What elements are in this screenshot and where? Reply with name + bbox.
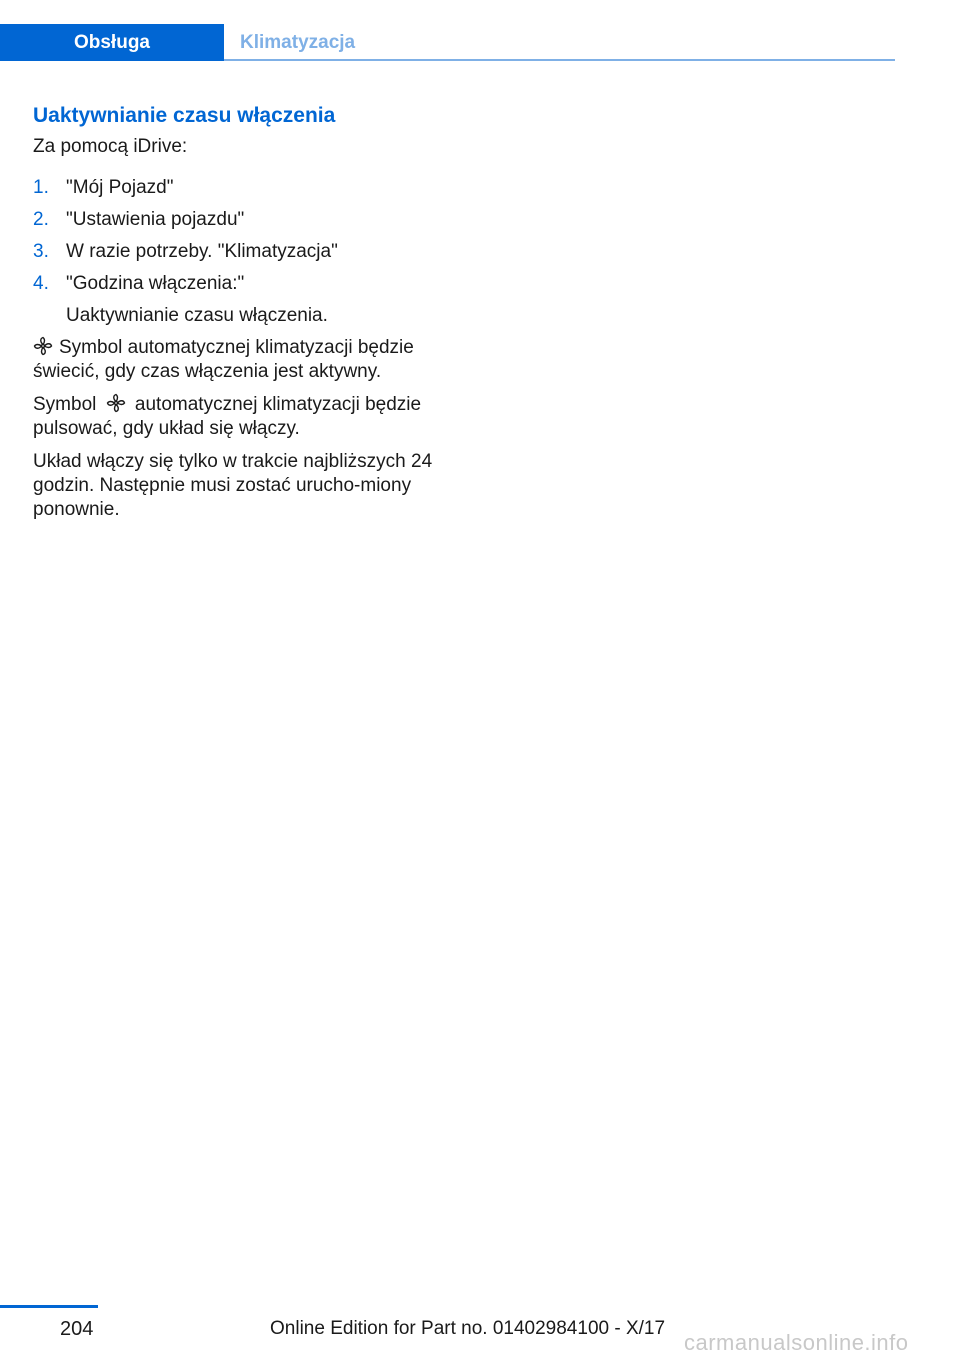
list-item [33,204,453,236]
paragraph-text-end: automatycznej klimatyzacji będzie pulsować, gdy układ się włączy. [33,394,422,439]
step-number: 3. [33,241,49,262]
edition-text: Online Edition for Part no. 01402984100 - X/17 [270,1318,666,1339]
list-item [33,268,453,300]
step-number: 2. [33,209,49,230]
paragraph-symbol-lit [33,336,453,384]
footer-divider [0,1305,98,1308]
step-text: "Mój Pojazd" [66,177,174,198]
step-number: 1. [33,177,49,198]
section-content [33,100,453,531]
step-text: "Godzina włączenia:" [66,273,245,294]
paragraph-text-start: Symbol [33,394,97,415]
paragraph-symbol-pulse [33,393,453,441]
paragraph-text: Symbol automatycznej klimatyzacji będzie świecić, gdy czas włączenia jest aktywny. [33,337,414,382]
watermark: carmanualsonline.info [684,1330,909,1355]
tab-klimatyzacja[interactable]: Klimatyzacja [240,32,356,53]
list-item [33,172,453,204]
paragraph-note: Układ włączy się tylko w trakcie najbliższych 24 godzin. Następnie musi zostać urucho-miony ponownie. [33,451,433,520]
fan-icon [106,393,126,413]
substep-text: Uaktywnianie czasu włączenia. [66,305,328,326]
step-number: 4. [33,273,49,294]
intro-text: Za pomocą iDrive: [33,136,188,157]
list-item [33,236,453,268]
header-divider [224,59,895,61]
step-text: "Ustawienia pojazdu" [66,209,245,230]
page-header [0,24,895,62]
page-number: 204 [60,1318,94,1340]
tab-obsluga[interactable]: Obsługa [0,24,224,61]
fan-icon [33,336,53,356]
step-text: W razie potrzeby. "Klimatyzacja" [66,241,338,262]
section-heading: Uaktywnianie czasu włączenia [33,104,336,127]
steps-list [33,172,453,300]
